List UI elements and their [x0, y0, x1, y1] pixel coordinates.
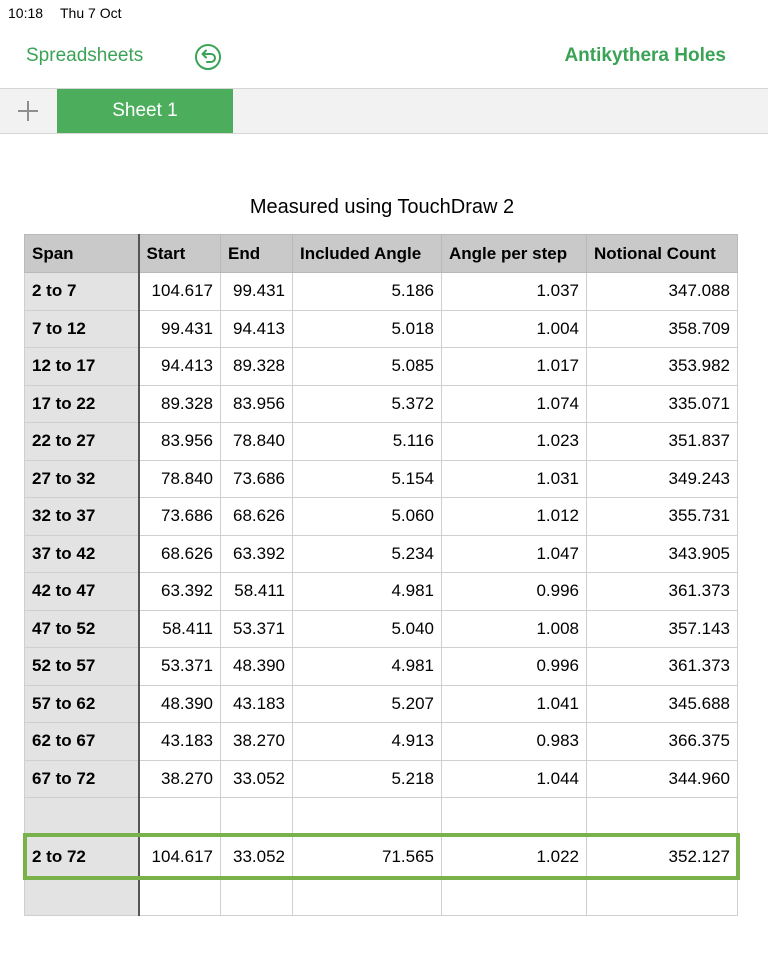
table-cell[interactable]: 5.116 — [293, 423, 442, 461]
table-cell[interactable]: 89.328 — [139, 385, 221, 423]
table-row — [25, 573, 738, 611]
table-cell[interactable]: 73.686 — [139, 498, 221, 536]
table-cell[interactable]: 1.004 — [442, 310, 587, 348]
table-cell[interactable]: 94.413 — [139, 348, 221, 386]
table-cell[interactable]: 37 to 42 — [25, 535, 139, 573]
table-cell[interactable]: 5.154 — [293, 460, 442, 498]
table-cell[interactable]: 38.270 — [221, 723, 293, 761]
table-cell[interactable]: 1.012 — [442, 498, 587, 536]
table-cell[interactable]: 1.074 — [442, 385, 587, 423]
table-cell[interactable]: 1.041 — [442, 685, 587, 723]
table-cell[interactable]: 32 to 37 — [25, 498, 139, 536]
table-cell[interactable]: 48.390 — [139, 685, 221, 723]
table-cell[interactable]: 5.186 — [293, 273, 442, 311]
table-cell[interactable]: 33.052 — [221, 835, 293, 878]
table-cell[interactable]: 5.372 — [293, 385, 442, 423]
column-header[interactable]: Span — [25, 235, 139, 273]
table-cell[interactable]: 5.040 — [293, 610, 442, 648]
table-cell[interactable] — [25, 798, 139, 836]
empty-row — [25, 878, 738, 916]
table-cell[interactable]: 94.413 — [221, 310, 293, 348]
table-cell[interactable]: 83.956 — [139, 423, 221, 461]
sheet-tab-strip — [0, 88, 768, 134]
table-cell[interactable]: 53.371 — [221, 610, 293, 648]
table-cell[interactable]: 53.371 — [139, 648, 221, 686]
table-cell[interactable]: 5.207 — [293, 685, 442, 723]
table-cell[interactable]: 67 to 72 — [25, 760, 139, 798]
table-cell[interactable] — [442, 878, 587, 916]
table-cell[interactable]: 1.023 — [442, 423, 587, 461]
table-cell[interactable]: 52 to 57 — [25, 648, 139, 686]
table-cell[interactable]: 68.626 — [221, 498, 293, 536]
table-cell[interactable]: 1.037 — [442, 273, 587, 311]
table-cell[interactable]: 361.373 — [587, 648, 738, 686]
table-cell[interactable] — [293, 798, 442, 836]
table-cell[interactable]: 68.626 — [139, 535, 221, 573]
table-cell[interactable] — [442, 798, 587, 836]
table-cell[interactable]: 4.981 — [293, 648, 442, 686]
table-cell[interactable]: 355.731 — [587, 498, 738, 536]
spreadsheets-back-button[interactable]: Spreadsheets — [26, 45, 144, 66]
plus-icon[interactable] — [0, 89, 56, 133]
table-row — [25, 273, 738, 311]
table-cell[interactable]: 361.373 — [587, 573, 738, 611]
table-row — [25, 385, 738, 423]
column-header[interactable]: Start — [139, 235, 221, 273]
table-cell[interactable]: 0.983 — [442, 723, 587, 761]
table-cell[interactable] — [221, 878, 293, 916]
table-cell[interactable]: 353.982 — [587, 348, 738, 386]
table-cell[interactable]: 83.956 — [221, 385, 293, 423]
table-cell[interactable]: 5.218 — [293, 760, 442, 798]
table-cell[interactable]: 1.008 — [442, 610, 587, 648]
table-cell[interactable]: 57 to 62 — [25, 685, 139, 723]
table-cell[interactable]: 63.392 — [139, 573, 221, 611]
table-cell[interactable]: 17 to 22 — [25, 385, 139, 423]
table-cell[interactable]: 2 to 72 — [25, 835, 139, 878]
status-time: 10:18 — [8, 5, 44, 21]
table-cell[interactable]: 357.143 — [587, 610, 738, 648]
table-cell[interactable]: 1.047 — [442, 535, 587, 573]
table-cell[interactable]: 347.088 — [587, 273, 738, 311]
table-cell[interactable]: 62 to 67 — [25, 723, 139, 761]
table-cell[interactable]: 58.411 — [221, 573, 293, 611]
table-row — [25, 610, 738, 648]
table-cell[interactable] — [221, 798, 293, 836]
table-cell[interactable]: 5.234 — [293, 535, 442, 573]
table-cell[interactable]: 5.018 — [293, 310, 442, 348]
table-cell[interactable]: 43.183 — [139, 723, 221, 761]
column-header[interactable]: Angle per step — [442, 235, 587, 273]
table-cell[interactable]: 89.328 — [221, 348, 293, 386]
table-cell[interactable]: 27 to 32 — [25, 460, 139, 498]
table-row — [25, 498, 738, 536]
table-cell[interactable]: 78.840 — [221, 423, 293, 461]
table-cell[interactable]: 58.411 — [139, 610, 221, 648]
table-cell[interactable]: 0.996 — [442, 648, 587, 686]
table-cell[interactable]: 343.905 — [587, 535, 738, 573]
column-header[interactable]: Notional Count — [587, 235, 738, 273]
data-table — [24, 234, 738, 916]
table-cell[interactable]: 48.390 — [221, 648, 293, 686]
table-cell[interactable]: 22 to 27 — [25, 423, 139, 461]
empty-row — [25, 798, 738, 836]
table-cell[interactable]: 352.127 — [587, 835, 738, 878]
table-cell[interactable] — [139, 798, 221, 836]
table-cell[interactable]: 344.960 — [587, 760, 738, 798]
column-header[interactable]: Included Angle — [293, 235, 442, 273]
status-date: Thu 7 Oct — [60, 5, 122, 21]
table-cell[interactable]: 63.392 — [221, 535, 293, 573]
table-cell[interactable]: 12 to 17 — [25, 348, 139, 386]
table-cell[interactable]: 47 to 52 — [25, 610, 139, 648]
table-cell[interactable] — [139, 878, 221, 916]
table-cell[interactable]: 366.375 — [587, 723, 738, 761]
status-bar — [0, 0, 768, 26]
navigation-bar — [0, 30, 768, 86]
table-cell[interactable] — [587, 878, 738, 916]
table-cell[interactable]: 349.243 — [587, 460, 738, 498]
table-row — [25, 460, 738, 498]
table-row — [25, 685, 738, 723]
table-cell[interactable]: 4.913 — [293, 723, 442, 761]
table-cell[interactable]: 1.017 — [442, 348, 587, 386]
table-cell[interactable] — [587, 798, 738, 836]
table-row — [25, 535, 738, 573]
table-cell[interactable]: 1.044 — [442, 760, 587, 798]
table-cell[interactable]: 99.431 — [139, 310, 221, 348]
total-row — [25, 835, 738, 878]
table-cell[interactable]: 33.052 — [221, 760, 293, 798]
table-cell[interactable]: 78.840 — [139, 460, 221, 498]
table-cell[interactable]: 1.022 — [442, 835, 587, 878]
table-row — [25, 348, 738, 386]
column-header[interactable]: End — [221, 235, 293, 273]
table-cell[interactable]: 351.837 — [587, 423, 738, 461]
table-row — [25, 423, 738, 461]
header-row — [25, 235, 738, 273]
table-cell[interactable]: 38.270 — [139, 760, 221, 798]
table-cell[interactable]: 358.709 — [587, 310, 738, 348]
table-cell[interactable]: 42 to 47 — [25, 573, 139, 611]
tab-sheet-1[interactable]: Sheet 1 — [57, 89, 233, 133]
table-cell[interactable]: 345.688 — [587, 685, 738, 723]
table-cell[interactable]: 7 to 12 — [25, 310, 139, 348]
table-title: Measured using TouchDraw 2 — [249, 196, 515, 218]
table-cell[interactable]: 73.686 — [221, 460, 293, 498]
table-cell[interactable] — [25, 878, 139, 916]
table-row — [25, 310, 738, 348]
table-cell[interactable]: 2 to 7 — [25, 273, 139, 311]
table-cell[interactable]: 104.617 — [139, 835, 221, 878]
table-cell[interactable]: 0.996 — [442, 573, 587, 611]
table-cell[interactable]: 4.981 — [293, 573, 442, 611]
table-cell[interactable]: 43.183 — [221, 685, 293, 723]
table-cell[interactable]: 99.431 — [221, 273, 293, 311]
table-cell[interactable]: 104.617 — [139, 273, 221, 311]
table-cell[interactable]: 71.565 — [293, 835, 442, 878]
table-cell[interactable] — [293, 878, 442, 916]
table-row — [25, 760, 738, 798]
table-row — [25, 723, 738, 761]
table-cell[interactable]: 5.060 — [293, 498, 442, 536]
table-cell[interactable]: 335.071 — [587, 385, 738, 423]
table-cell[interactable]: 1.031 — [442, 460, 587, 498]
document-title[interactable]: Antikythera Holes — [564, 45, 726, 66]
undo-icon[interactable] — [194, 43, 222, 71]
table-row — [25, 648, 738, 686]
table-cell[interactable]: 5.085 — [293, 348, 442, 386]
